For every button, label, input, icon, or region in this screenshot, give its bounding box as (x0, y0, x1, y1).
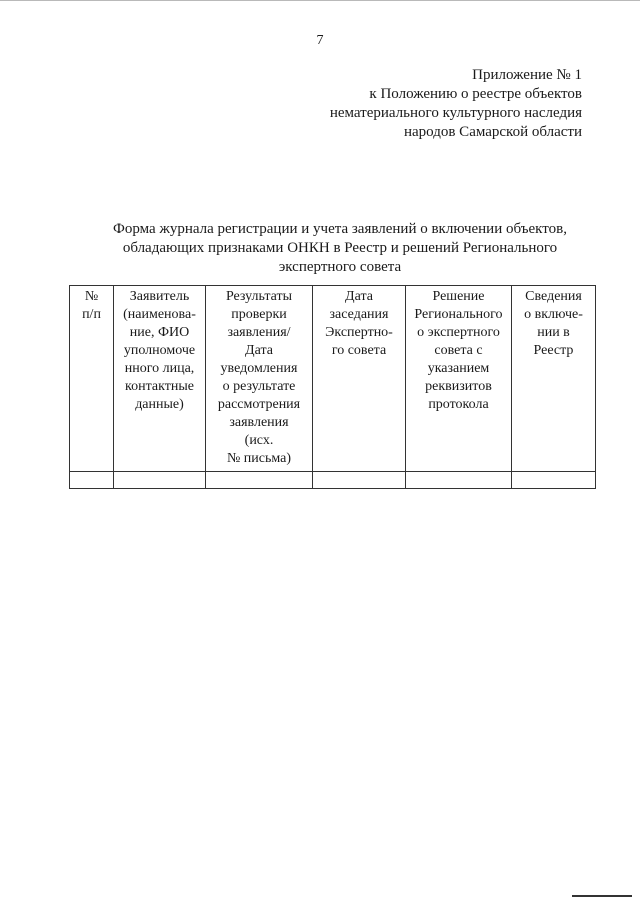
table-cell (512, 472, 596, 489)
appendix-line: народов Самарской области (403, 124, 582, 140)
scan-corner-mark (572, 895, 632, 897)
table-cell (70, 472, 114, 489)
form-title-line: Форма журнала регистрации и учета заявлений о включении объектов, (113, 221, 567, 237)
header-registry-info: Сведения о включе- нии в Реестр (512, 286, 596, 472)
header-applicant: Заявитель (наименова- ние, ФИО уполномоче нного лица, контактные данные) (114, 286, 206, 472)
page-top-edge (0, 0, 640, 1)
journal-table (69, 285, 596, 489)
table-row (70, 472, 596, 489)
table-cell (313, 472, 406, 489)
appendix-header (262, 66, 582, 142)
form-title (80, 220, 600, 277)
table-cell (114, 472, 206, 489)
header-council-decision: Решение Регионального о экспертного совета с указанием реквизитов протокола (406, 286, 512, 472)
table-header-row (70, 286, 596, 472)
appendix-line: к Положению о реестре объектов (369, 86, 582, 102)
header-number: № п/п (70, 286, 114, 472)
form-title-line: экспертного совета (278, 259, 402, 275)
appendix-line: нематериального культурного наследия (329, 105, 582, 121)
table-cell (206, 472, 313, 489)
form-title-line: обладающих признаками ОНКН в Реестр и решений Регионального (122, 240, 558, 256)
header-meeting-date: Дата заседания Экспертно- го совета (313, 286, 406, 472)
page-number: 7 (316, 33, 324, 48)
table-cell (406, 472, 512, 489)
header-check-results: Результаты проверки заявления/ Дата уведомления о результате рассмотрения заявления (исх. № письма) (206, 286, 313, 472)
appendix-title: Приложение № 1 (472, 67, 582, 83)
